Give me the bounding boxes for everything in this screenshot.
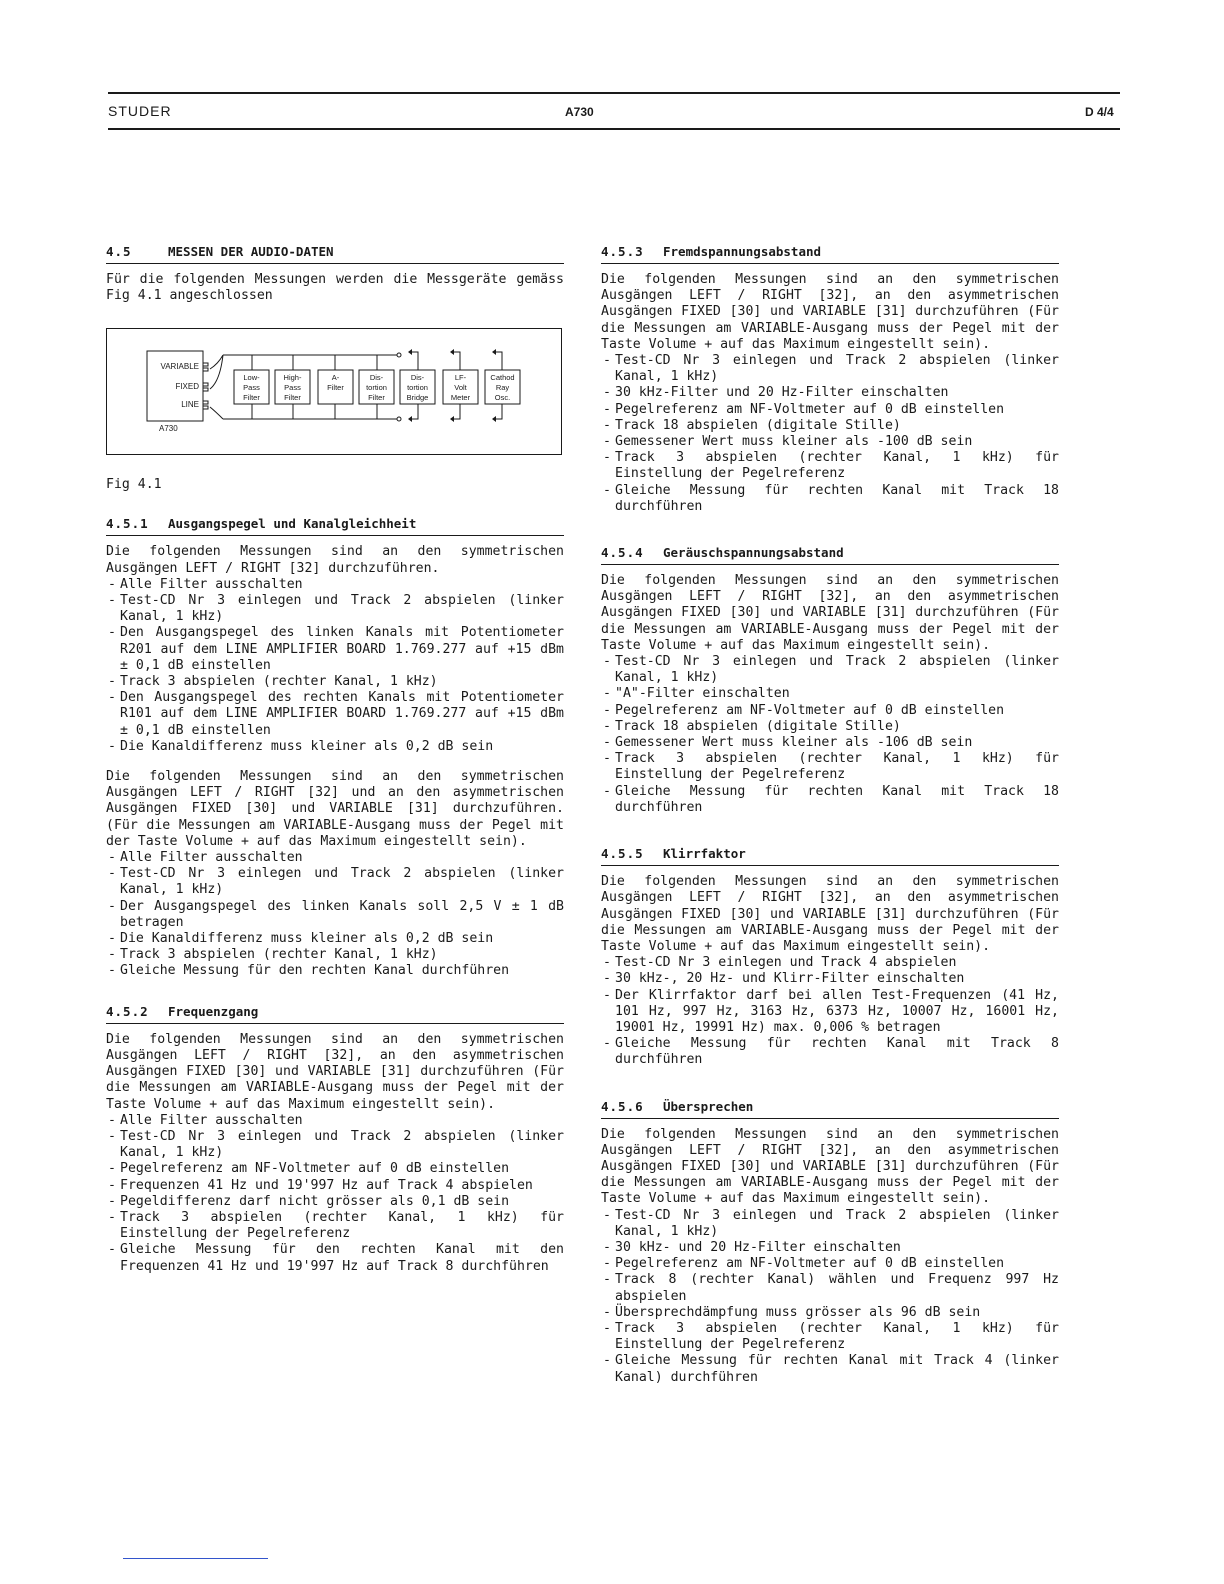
instrument-label: High- — [283, 373, 302, 383]
model-label: A730 — [565, 105, 594, 119]
paragraph: Die folgenden Messungen sind an den symmetrischen Ausgängen LEFT / RIGHT [32], an den asymmetrischen Ausgängen FIXED [30] und VARIABLE [31] durchzuführen (Für die Messungen am VARIABLE-Ausgang muss der Pegel mit der Taste Volume + auf das Maximum eingestellt sein). — [601, 1126, 1059, 1207]
step-item: - Den Ausgangspegel des linken Kanals mit Potentiometer R201 auf dem LINE AMPLIFIER BOARD 1.769.277 auf +15 dBm ± 0,1 dB einstellen — [106, 625, 564, 674]
paragraph: Die folgenden Messungen sind an den symmetrischen Ausgängen LEFT / RIGHT [32], an den asymmetrischen Ausgängen FIXED [30] und VARIABLE [31] durchzuführen (Für die Messungen am VARIABLE-Ausgang muss der Pegel mit der Taste Volume + auf das Maximum eingestellt sein). — [601, 573, 1059, 653]
header-top-rule — [108, 92, 1120, 94]
step-item: - Pegelreferenz am NF-Voltmeter auf 0 dB einstellen — [601, 1256, 1059, 1272]
device-label: A730 — [159, 424, 178, 434]
input-wires — [210, 355, 223, 419]
step-list — [601, 955, 1059, 1068]
instrument-label: A- — [331, 373, 340, 383]
step-item: - Pegelreferenz am NF-Voltmeter auf 0 dB einstellen — [601, 402, 1059, 418]
step-item: - Test-CD Nr 3 einlegen und Track 2 abspielen (linker Kanal, 1 kHz) — [601, 1208, 1059, 1240]
output-label: FIXED — [175, 382, 199, 392]
step-item: - Alle Filter ausschalten — [106, 850, 564, 866]
paragraph: Die folgenden Messungen sind an den symmetrischen Ausgängen LEFT / RIGHT [32], an den asymmetrischen Ausgängen FIXED [30] und VARIABLE [31] durchzuführen (Für die Messungen am VARIABLE-Ausgang muss der Pegel mit der Taste Volume + auf das Maximum eingestellt sein). — [601, 272, 1059, 352]
paragraph: Die folgenden Messungen sind an den symmetrischen Ausgängen LEFT / RIGHT [32] durchzuführen. — [106, 544, 564, 576]
step-item: - Test-CD Nr 3 einlegen und Track 4 abspielen — [601, 955, 1059, 971]
section-heading: 4.5.5 Klirrfaktor — [601, 846, 1059, 866]
step-item: - Test-CD Nr 3 einlegen und Track 2 abspielen (linker Kanal, 1 kHz) — [106, 1129, 564, 1161]
step-item: - Test-CD Nr 3 einlegen und Track 2 abspielen (linker Kanal, 1 kHz) — [601, 654, 1059, 686]
section-heading: 4.5 MESSEN DER AUDIO-DATEN — [106, 244, 564, 264]
instrument-label: Filter — [327, 383, 344, 393]
measurement-setup-diagram — [107, 329, 561, 454]
left-column — [106, 244, 564, 1275]
section-heading: 4.5.1 Ausgangspegel und Kanalgleichheit — [106, 516, 564, 536]
step-item: - Die Kanaldifferenz muss kleiner als 0,2 dB sein — [106, 739, 564, 755]
figure-caption: Fig 4.1 — [106, 477, 162, 493]
step-item: - Track 3 abspielen (rechter Kanal, 1 kHz) für Einstellung der Pegelreferenz — [601, 751, 1059, 783]
output-label: VARIABLE — [160, 362, 199, 372]
step-item: - Gemessener Wert muss kleiner als -106 dB sein — [601, 735, 1059, 751]
terminal-dot — [397, 417, 401, 421]
instrument-label: Volt — [454, 383, 467, 393]
instrument-label: Meter — [450, 393, 471, 403]
step-item: - Gleiche Messung für rechten Kanal mit Track 18 durchführen — [601, 483, 1059, 515]
footer-line — [123, 1558, 268, 1559]
step-item: - Frequenzen 41 Hz und 19'997 Hz auf Track 4 abspielen — [106, 1178, 564, 1194]
paragraph: Für die folgenden Messungen werden die Messgeräte gemäss Fig 4.1 angeschlossen — [106, 272, 564, 304]
section-heading: 4.5.4 Geräuschspannungsabstand — [601, 545, 1059, 565]
section-heading: 4.5.6 Übersprechen — [601, 1099, 1059, 1119]
instrument-label: LF- — [454, 373, 467, 383]
paragraph: Die folgenden Messungen sind an den symmetrischen Ausgängen LEFT / RIGHT [32] und an den asymmetrischen Ausgängen FIXED [30] und VARIABLE [31] durchzuführen. (Für die Messungen am VARIABLE-Ausgang muss der Pegel mit der Taste Volume + auf das Maximum eingestellt sein). — [106, 769, 564, 849]
step-item: - Alle Filter ausschalten — [106, 577, 564, 593]
right-column — [601, 244, 1059, 1386]
instrument-label: Dis- — [369, 373, 384, 383]
step-item: - Track 8 (rechter Kanal) wählen und Frequenz 997 Hz abspielen — [601, 1272, 1059, 1304]
figure-4-1 — [106, 328, 562, 455]
step-item: - Track 3 abspielen (rechter Kanal, 1 kHz) für Einstellung der Pegelreferenz — [601, 1321, 1059, 1353]
step-item: - Den Ausgangspegel des rechten Kanals mit Potentiometer R101 auf dem LINE AMPLIFIER BOARD 1.769.277 auf +15 dBm ± 0,1 dB einstellen — [106, 690, 564, 739]
output-label: LINE — [181, 400, 199, 410]
step-item: - Track 3 abspielen (rechter Kanal, 1 kHz) für Einstellung der Pegelreferenz — [601, 450, 1059, 482]
instrument-label: Filter — [243, 393, 260, 403]
step-item: - "A"-Filter einschalten — [601, 686, 1059, 702]
output-connector — [203, 401, 208, 409]
instrument-label: Filter — [284, 393, 301, 403]
step-item: - Der Klirrfaktor darf bei allen Test-Frequenzen (41 Hz, 101 Hz, 997 Hz, 3163 Hz, 6373 Hz, 10007 Hz, 16001 Hz, 19001 Hz, 19991 Hz) max. 0,006 % betragen — [601, 988, 1059, 1037]
step-item: - Track 3 abspielen (rechter Kanal, 1 kHz) — [106, 674, 564, 690]
step-item: - Pegelreferenz am NF-Voltmeter auf 0 dB einstellen — [601, 703, 1059, 719]
section-heading: 4.5.2 Frequenzgang — [106, 1004, 564, 1024]
paragraph: Die folgenden Messungen sind an den symmetrischen Ausgängen LEFT / RIGHT [32], an den asymmetrischen Ausgängen FIXED [30] und VARIABLE [31] durchzuführen (Für die Messungen am VARIABLE-Ausgang muss der Pegel mit der Taste Volume + auf das Maximum eingestellt sein). — [106, 1031, 564, 1112]
step-item: - Der Ausgangspegel des linken Kanals soll 2,5 V ± 1 dB betragen — [106, 899, 564, 931]
step-list — [601, 654, 1059, 816]
output-connector — [203, 383, 208, 391]
step-list — [106, 850, 564, 980]
step-item: - Gleiche Messung für den rechten Kanal mit den Frequenzen 41 Hz und 19'997 Hz auf Track 8 durchführen — [106, 1242, 564, 1274]
step-item: - Pegelreferenz am NF-Voltmeter auf 0 dB einstellen — [106, 1161, 564, 1177]
instrument-label: Pass — [243, 383, 260, 393]
instrument-label: tortion — [407, 383, 428, 393]
step-item: - Alle Filter ausschalten — [106, 1113, 564, 1129]
step-item: - Test-CD Nr 3 einlegen und Track 2 abspielen (linker Kanal, 1 kHz) — [601, 353, 1059, 385]
step-item: - Track 18 abspielen (digitale Stille) — [601, 719, 1059, 735]
step-item: - Test-CD Nr 3 einlegen und Track 2 abspielen (linker Kanal, 1 kHz) — [106, 866, 564, 898]
step-item: - Gemessener Wert muss kleiner als -100 dB sein — [601, 434, 1059, 450]
step-item: - Gleiche Messung für den rechten Kanal durchführen — [106, 963, 564, 979]
terminal-dot — [397, 353, 401, 357]
step-list — [601, 353, 1059, 515]
step-list — [106, 1113, 564, 1275]
step-item: - 30 kHz-, 20 Hz- und Klirr-Filter einschalten — [601, 971, 1059, 987]
brand-logo: STUDER — [108, 103, 172, 119]
page-number: D 4/4 — [1085, 105, 1114, 119]
step-item: - Track 3 abspielen (rechter Kanal, 1 kHz) für Einstellung der Pegelreferenz — [106, 1210, 564, 1242]
step-list — [106, 577, 564, 755]
step-item: - Track 18 abspielen (digitale Stille) — [601, 418, 1059, 434]
instrument-label: Pass — [284, 383, 301, 393]
step-item: - Pegeldifferenz darf nicht grösser als 0,1 dB sein — [106, 1194, 564, 1210]
step-item: - Gleiche Messung für rechten Kanal mit Track 18 durchführen — [601, 784, 1059, 816]
instrument-label: tortion — [366, 383, 387, 393]
instrument-label: Low- — [243, 373, 260, 383]
header-bottom-rule — [108, 128, 1120, 130]
paragraph: Die folgenden Messungen sind an den symmetrischen Ausgängen LEFT / RIGHT [32], an den asymmetrischen Ausgängen FIXED [30] und VARIABLE [31] durchzuführen (Für die Messungen am VARIABLE-Ausgang muss der Pegel mit der Taste Volume + auf das Maximum eingestellt sein). — [601, 874, 1059, 954]
section-heading: 4.5.3 Fremdspannungsabstand — [601, 244, 1059, 264]
instrument-label: Osc. — [494, 393, 511, 403]
step-item: - Gleiche Messung für rechten Kanal mit Track 8 durchführen — [601, 1036, 1059, 1068]
step-item: - Übersprechdämpfung muss grösser als 96 dB sein — [601, 1305, 1059, 1321]
instrument-label: Cathod — [490, 373, 515, 383]
instrument-label: Filter — [368, 393, 385, 403]
instrument-label: Bridge — [406, 393, 429, 403]
step-item: - Test-CD Nr 3 einlegen und Track 2 abspielen (linker Kanal, 1 kHz) — [106, 593, 564, 625]
output-connector — [203, 363, 208, 371]
step-item: - 30 kHz- und 20 Hz-Filter einschalten — [601, 1240, 1059, 1256]
step-item: - Die Kanaldifferenz muss kleiner als 0,2 dB sein — [106, 931, 564, 947]
instrument-label: Dis- — [410, 373, 425, 383]
step-list — [601, 1208, 1059, 1386]
instrument-label: Ray — [495, 383, 510, 393]
step-item: - Gleiche Messung für rechten Kanal mit Track 4 (linker Kanal) durchführen — [601, 1353, 1059, 1385]
step-item: - 30 kHz-Filter und 20 Hz-Filter einschalten — [601, 385, 1059, 401]
step-item: - Track 3 abspielen (rechter Kanal, 1 kHz) — [106, 947, 564, 963]
